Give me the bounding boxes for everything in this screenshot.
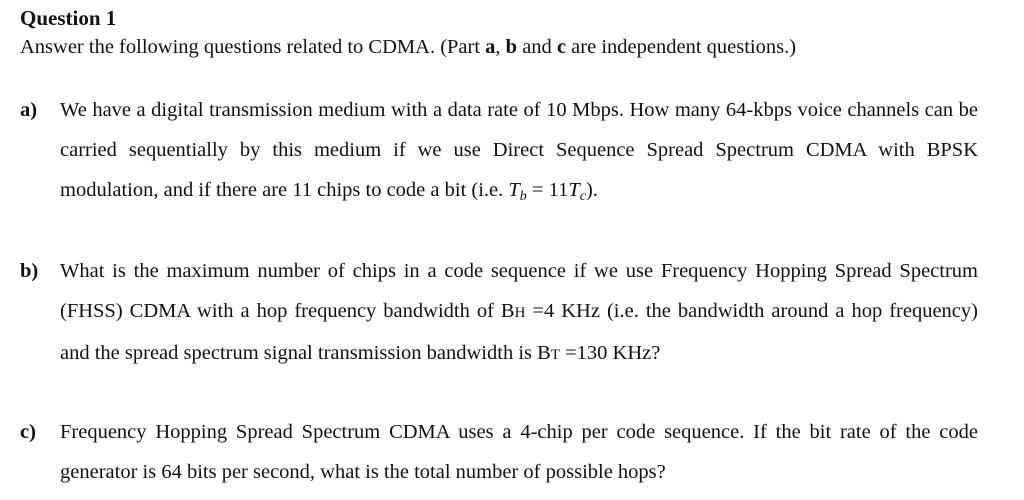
- part-a-text: [60, 90, 978, 213]
- math-sub-b: b: [519, 189, 527, 204]
- intro-part-b: b: [505, 36, 518, 58]
- part-b-text: [60, 251, 978, 375]
- intro-part-a: a: [485, 36, 496, 58]
- sub-h: H: [514, 305, 526, 321]
- part-b-body-2: =4 KHz (i.e. the bandwidth around a hop frequency) and the spread spectrum signal transmission bandwidth is B: [60, 300, 978, 364]
- math-t-c: [568, 179, 586, 204]
- math-equals: = 11: [526, 179, 569, 201]
- intro-and: and: [517, 36, 557, 58]
- part-a-label: a): [20, 99, 38, 121]
- math-t-b: [508, 179, 527, 204]
- part-c-text: Frequency Hopping Spread Spectrum CDMA uses a 4-chip per code sequence. If the bit rate of the code generator is 64 bits per second, what is the total number of possible hops?: [60, 421, 978, 483]
- math-t: T: [508, 179, 520, 201]
- sub-t: T: [550, 347, 560, 363]
- part-c-label: c): [20, 421, 36, 443]
- intro-separator: ,: [495, 36, 506, 58]
- intro-text-start: Answer the following questions related to CDMA. (Part: [20, 36, 486, 58]
- math-t2: T: [568, 179, 580, 201]
- part-b-label: b): [20, 260, 39, 282]
- part-a-body: We have a digital transmission medium with a data rate of 10 Mbps. How many 64-kbps voice channels can be carried sequentially by this medium if we use Direct Sequence Spread Spectrum CDMA with BPSK modulation, and if there are 11 chips to code a bit (i.e.: [60, 99, 978, 201]
- math-sub-c: c: [579, 189, 586, 204]
- question-intro: [20, 34, 796, 60]
- part-b-body-3: =130 KHz?: [559, 342, 661, 364]
- intro-part-c: c: [556, 36, 567, 58]
- part-a-end: ).: [585, 179, 598, 201]
- part-b-body-1: What is the maximum number of chips in a code sequence if we use Frequency Hopping Spread Spectrum (FHSS) CDMA with a hop frequency bandwidth of B: [60, 260, 978, 322]
- intro-text-end: are independent questions.): [566, 36, 797, 58]
- question-title: Question 1: [20, 6, 117, 30]
